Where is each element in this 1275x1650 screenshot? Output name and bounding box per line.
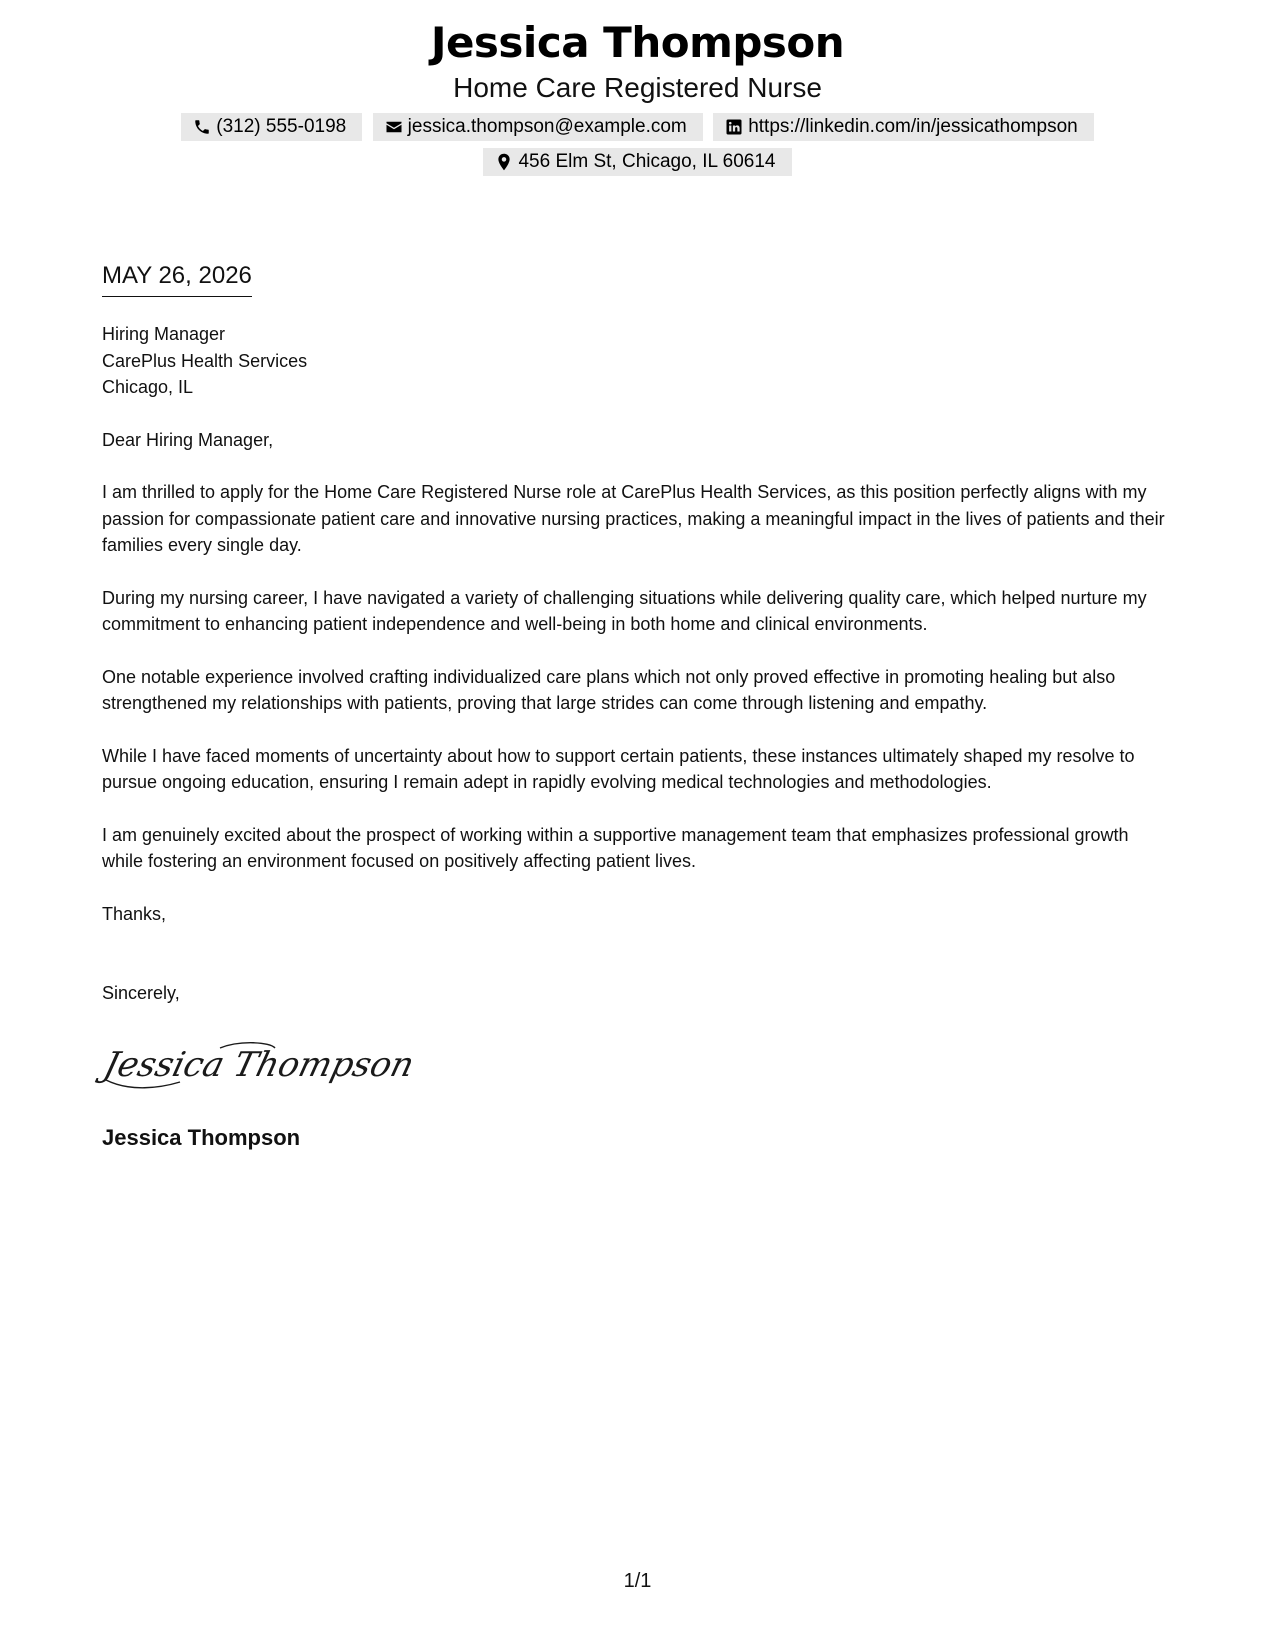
signed-name: Jessica Thompson [102,1125,301,1150]
linkedin-chip[interactable] [713,113,1094,141]
recipient-block [102,321,1172,401]
map-marker-icon [495,153,513,171]
email-chip[interactable] [373,113,703,141]
greeting: Dear Hiring Manager, [102,430,274,450]
recipient-line: Hiring Manager [102,324,226,344]
body-paragraph: While I have faced moments of uncertainty about how to support certain patients, these instances ultimately shaped my resolve to pursue ongoing education, ensuring I remain adept in rapidly evolving medical technologies and methodologies. [102,745,1135,792]
letter-date: MAY 26, 2026 [102,262,252,297]
body-paragraph: I am thrilled to apply for the Home Care Registered Nurse role at CarePlus Health Services, as this position perfectly aligns with my passion for compassionate patient care and innovative nursing practices, making a meaningful impact in the lives of patients and their families every single day. [102,482,1165,555]
recipient-line: Chicago, IL [102,377,194,397]
closing-line: Sincerely, [102,983,180,1003]
job-title: Home Care Registered Nurse [453,72,822,103]
linkedin-icon [725,118,743,136]
contact-row-address [0,148,1275,176]
phone-icon [193,118,211,136]
contact-row [0,113,1275,141]
phone-chip[interactable] [181,113,362,141]
address-text: 456 Elm St, Chicago, IL 60614 [518,151,776,172]
envelope-icon [385,118,403,136]
body-paragraph: One notable experience involved crafting individualized care plans which not only proved effective in promoting healing but also strengthened my relationships with patients, proving that large strides can come through listening and empathy. [102,666,1116,713]
letter-body [102,479,1172,901]
address-chip [483,148,791,176]
thanks-line: Thanks, [102,904,167,924]
linkedin-url: https://linkedin.com/in/jessicathompson [748,116,1078,137]
handwritten-signature [99,1036,419,1101]
page-number: 1/1 [623,1570,652,1592]
phone-number: (312) 555-0198 [216,116,347,137]
email-address: jessica.thompson@example.com [407,116,687,137]
recipient-line: CarePlus Health Services [102,350,308,371]
candidate-name: Jessica Thompson [430,18,845,67]
body-paragraph: I am genuinely excited about the prospect of working within a supportive management team that emphasizes professional growth while fostering an environment focused on positively affecting patient lives. [102,824,1129,871]
svg-text:Jessica Thompson: Jessica Thompson [99,1045,419,1085]
body-paragraph: During my nursing career, I have navigated a variety of challenging situations while delivering quality care, which helped nurture my commitment to enhancing patient independence and well-being in both home and clinical environments. [102,587,1147,634]
